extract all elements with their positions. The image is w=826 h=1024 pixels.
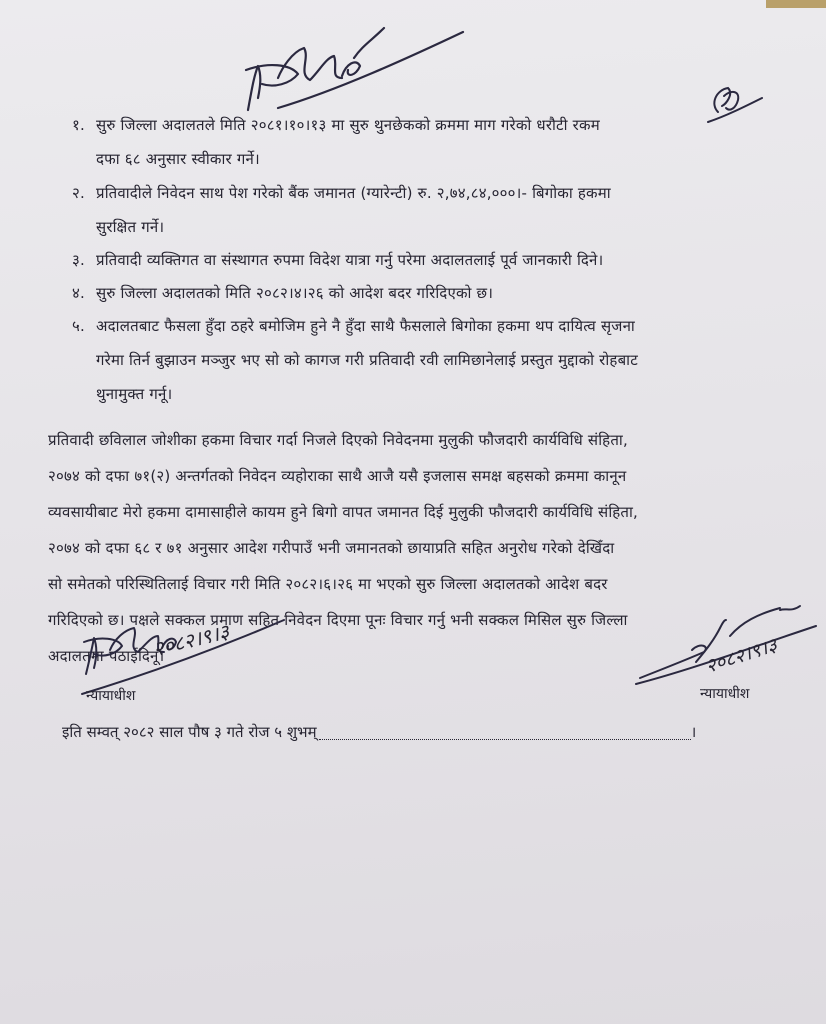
closing-text: इति सम्वत् २०८२ साल पौष ३ गते रोज ५ शुभम् xyxy=(62,723,317,741)
item-number: २. xyxy=(72,184,85,202)
item-text: प्रतिवादी व्यक्तिगत वा संस्थागत रुपमा विदेश यात्रा गर्नु परेमा अदालतलाई पूर्व जानकारी दिने। xyxy=(96,251,604,269)
order-item-5 xyxy=(72,309,812,411)
closing-end: । xyxy=(690,723,697,741)
item-number: १. xyxy=(72,116,85,134)
item-text: सुरु जिल्ला अदालतको मिति २०८२।४।२६ को आदेश बदर गरिदिएको छ। xyxy=(96,284,494,302)
page-corner-background xyxy=(766,0,826,8)
left-handwritten-date: २०८२।९।३ xyxy=(150,619,232,662)
item-number: ३. xyxy=(72,251,85,269)
left-judge-caption: न्यायाधीश xyxy=(86,688,136,704)
item-text: गरेमा तिर्न बुझाउन मञ्जुर भए सो को कागज गरी प्रतिवादी रवी लामिछानेलाई प्रस्तुत मुद्दाको रोहबाट xyxy=(96,351,638,369)
paragraph-line: व्यवसायीबाट मेरो हकमा दामासाहीले कायम हुने बिगो वापत जमानत दिई मुलुकी फौजदारी कार्यविधि संहिता, xyxy=(48,503,639,521)
right-handwritten-date: २०८२।९।३ xyxy=(702,634,780,678)
paragraph-line: २०७४ को दफा ६८ र ७१ अनुसार आदेश गरीपाउँ भनी जमानतको छायाप्रति सहित अनुरोध गरेको देखिँदा xyxy=(48,539,615,557)
item-text: सुरक्षित गर्ने। xyxy=(96,218,165,236)
paragraph-line: प्रतिवादी छविलाल जोशीका हकमा विचार गर्दा निजले दिएको निवेदनमा मुलुकी फौजदारी कार्यविधि संहिता, xyxy=(48,431,628,449)
item-text: थुनामुक्त गर्नू। xyxy=(96,385,173,403)
paragraph-line: गरिदिएको छ। पक्षले सक्कल प्रमाण सहित निवेदन दिएमा पूनः विचार गर्नु भनी सक्कल मिसिल सुरु जिल्ला xyxy=(48,611,628,629)
closing-line xyxy=(62,722,802,742)
item-number: ५. xyxy=(72,317,85,335)
top-signature xyxy=(238,18,468,118)
order-item-3 xyxy=(72,243,812,277)
item-text: सुरु जिल्ला अदालतले मिति २०८१।१०।१३ मा सुरु थुनछेकको क्रममा माग गरेको धरौटी रकम xyxy=(96,116,600,134)
item-text: अदालतबाट फैसला हुँदा ठहरे बमोजिम हुने नै हुँदा साथै फैसलाले बिगोका हकमा थप दायित्व सृजना xyxy=(96,317,636,335)
item-text: दफा ६८ अनुसार स्वीकार गर्ने। xyxy=(96,150,260,168)
dotted-fill xyxy=(319,725,691,740)
item-text: प्रतिवादीले निवेदन साथ पेश गरेको बैंक जमानत (ग्यारेन्टी) रु. २,७४,८४,०००।- बिगोका हकमा xyxy=(96,184,611,202)
paragraph-line: सो समेतको परिस्थितिलाई विचार गरी मिति २०८२।६।२६ मा भएको सुरु जिल्ला अदालतको आदेश बदर xyxy=(48,575,608,593)
right-judge-signature xyxy=(630,600,820,690)
order-item-2 xyxy=(72,176,812,244)
right-judge-caption: न्यायाधीश xyxy=(700,686,750,702)
order-item-1 xyxy=(72,108,812,176)
order-item-4 xyxy=(72,276,812,310)
paragraph-line: २०७४ को दफा ७१(२) अन्तर्गतको निवेदन व्यहोराका साथै आजै यसै इजलास समक्ष बहसको क्रममा कानून xyxy=(48,467,627,485)
item-number: ४. xyxy=(72,284,85,302)
paragraph-line: अदालतमा पठाईदिनू। xyxy=(48,647,165,665)
